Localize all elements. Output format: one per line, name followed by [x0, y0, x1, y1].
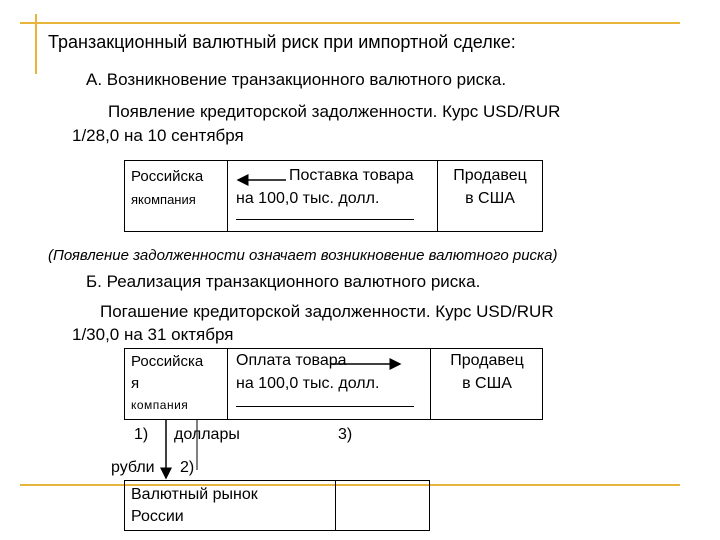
section-a-buyer-line1: Российска	[131, 168, 204, 185]
section-b-heading-text: . Реализация транзакционного валютного риска.	[97, 272, 481, 291]
rubles-label: рубли	[111, 459, 155, 476]
section-a-seller-line2: в США	[465, 190, 515, 207]
section-b-line2: 1/30,0 на 31 октября	[72, 325, 234, 344]
page-title: Транзакционный валютный риск при импортной сделке:	[48, 32, 516, 52]
section-b-payment-line2: на 100,0 тыс. долл.	[236, 375, 380, 392]
section-a-line2: 1/28,0 на 10 сентября	[72, 126, 244, 145]
currency-market-line1: Валютный рынок	[131, 486, 258, 503]
section-a-seller-line1: Продавец	[453, 167, 527, 184]
dollars-label: доллары	[174, 426, 240, 443]
step-3-label: 3)	[338, 426, 353, 443]
section-b-buyer-line2: я	[131, 375, 140, 392]
section-b-seller-line1: Продавец	[450, 352, 524, 369]
section-b-seller-line2: в США	[462, 375, 512, 392]
step-1-label: 1)	[134, 426, 149, 443]
section-a-heading-text: . Возникновение транзакционного валютного риска.	[97, 70, 507, 89]
section-b-buyer-line1: Российска	[131, 353, 204, 370]
section-b-buyer-line3: компания	[131, 398, 189, 412]
section-b-line1: Погашение кредиторской задолженности. Курс USD/RUR	[100, 302, 554, 321]
step-2-label: 2)	[180, 459, 195, 476]
section-a-letter: А	[86, 70, 98, 89]
risk-note: (Появление задолженности означает возникновение валютного риска)	[48, 247, 558, 264]
section-b-payment-line1: Оплата товара	[236, 352, 347, 369]
section-b-letter: Б	[86, 272, 98, 291]
section-a-delivery-line2: на 100,0 тыс. долл.	[236, 190, 380, 207]
section-a-delivery-line1: Поставка товара	[289, 167, 414, 184]
currency-market-line2: России	[131, 508, 184, 525]
section-a-line1: Появление кредиторской задолженности. Курс USD/RUR	[108, 102, 561, 121]
section-a-buyer-line2: якомпания	[131, 192, 196, 207]
